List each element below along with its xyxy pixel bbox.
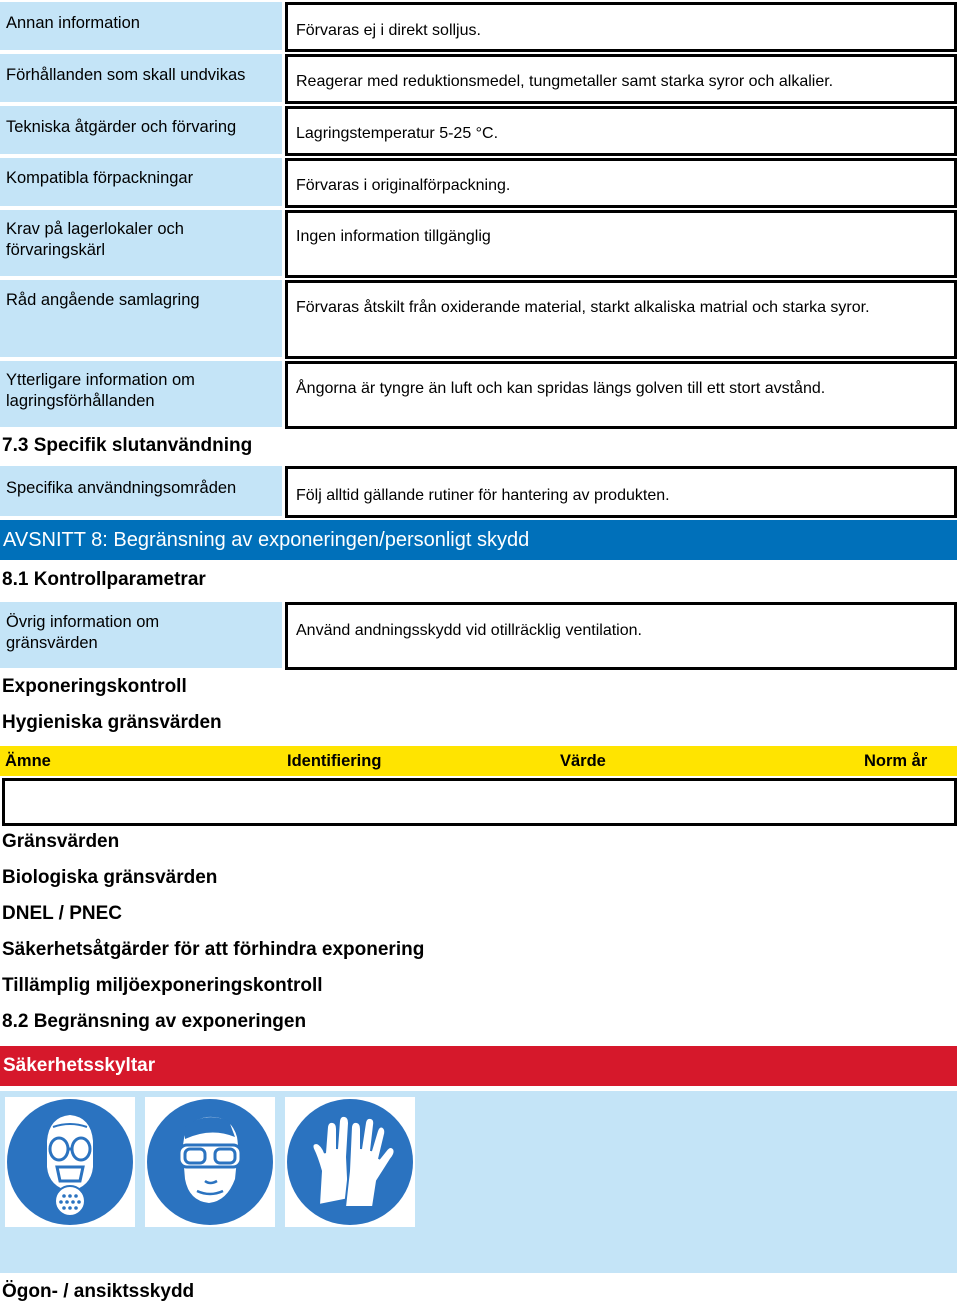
safety-signs-band: Säkerhetsskyltar bbox=[0, 1046, 957, 1086]
heading-biologiska-gransvarden: Biologiska gränsvärden bbox=[2, 867, 218, 888]
value-forhallanden: Reagerar med reduktionsmedel, tungmetaller samt starka syror och alkalier. bbox=[285, 54, 957, 104]
label-tekniska-atgarder: Tekniska åtgärder och förvaring bbox=[0, 106, 282, 154]
safety-goggles-mandatory-icon bbox=[145, 1097, 275, 1227]
col-header-norm-ar: Norm år bbox=[864, 752, 928, 770]
value-ovrig-gransvarden: Använd andningsskydd vid otillräcklig ventilation. bbox=[285, 602, 957, 670]
heading-miljoexponeringskontroll: Tillämplig miljöexponeringskontroll bbox=[2, 975, 323, 996]
label-forhallanden: Förhållanden som skall undvikas bbox=[0, 54, 282, 102]
value-specifika-anvandningsomraden: Följ alltid gällande rutiner för hantering av produkten. bbox=[285, 466, 957, 518]
heading-7-3: 7.3 Specifik slutanvändning bbox=[2, 435, 253, 456]
heading-hygieniska-gransvarden: Hygieniska gränsvärden bbox=[2, 712, 222, 733]
value-tekniska-atgarder: Lagringstemperatur 5-25 °C. bbox=[285, 106, 957, 156]
protective-gloves-mandatory-icon bbox=[285, 1097, 415, 1227]
label-ovrig-gransvarden: Övrig information om gränsvärden bbox=[0, 602, 282, 668]
value-kompatibla-forpackningar: Förvaras i originalförpackning. bbox=[285, 158, 957, 208]
heading-exponeringskontroll: Exponeringskontroll bbox=[2, 676, 187, 697]
safety-signs-panel bbox=[0, 1091, 957, 1273]
section-8-title: AVSNITT 8: Begränsning av exponeringen/personligt skydd bbox=[0, 520, 957, 560]
heading-dnel-pnec: DNEL / PNEC bbox=[2, 903, 123, 924]
label-krav-lagerlokaler: Krav på lagerlokaler och förvaringskärl bbox=[0, 210, 282, 276]
label-specifika-anvandningsomraden: Specifika användningsområden bbox=[0, 466, 282, 516]
label-rad-samlagring: Råd angående samlagring bbox=[0, 280, 282, 357]
value-ytterligare-info: Ångorna är tyngre än luft och kan spridas längs golven till ett stort avstånd. bbox=[285, 361, 957, 429]
col-header-identifiering: Identifiering bbox=[287, 752, 382, 770]
heading-gransvarden: Gränsvärden bbox=[2, 831, 120, 852]
col-header-amne: Ämne bbox=[5, 752, 51, 770]
respirator-mandatory-icon bbox=[5, 1097, 135, 1227]
heading-8-1: 8.1 Kontrollparametrar bbox=[2, 569, 206, 590]
label-ytterligare-info: Ytterligare information om lagringsförhållanden bbox=[0, 361, 282, 427]
limits-table-empty-row bbox=[2, 778, 957, 826]
label-kompatibla-forpackningar: Kompatibla förpackningar bbox=[0, 158, 282, 206]
limits-table-header bbox=[0, 746, 957, 776]
value-annan-information: Förvaras ej i direkt solljus. bbox=[285, 2, 957, 52]
value-rad-samlagring: Förvaras åtskilt från oxiderande material, starkt alkaliska matrial och starka syror. bbox=[285, 280, 957, 359]
heading-sakerhetsatgarder: Säkerhetsåtgärder för att förhindra exponering bbox=[2, 939, 425, 960]
label-annan-information: Annan information bbox=[0, 2, 282, 50]
col-header-varde: Värde bbox=[560, 752, 606, 770]
heading-ogon-ansiktsskydd: Ögon- / ansiktsskydd bbox=[2, 1281, 195, 1302]
value-krav-lagerlokaler: Ingen information tillgänglig bbox=[285, 210, 957, 278]
heading-8-2: 8.2 Begränsning av exponeringen bbox=[2, 1011, 307, 1032]
